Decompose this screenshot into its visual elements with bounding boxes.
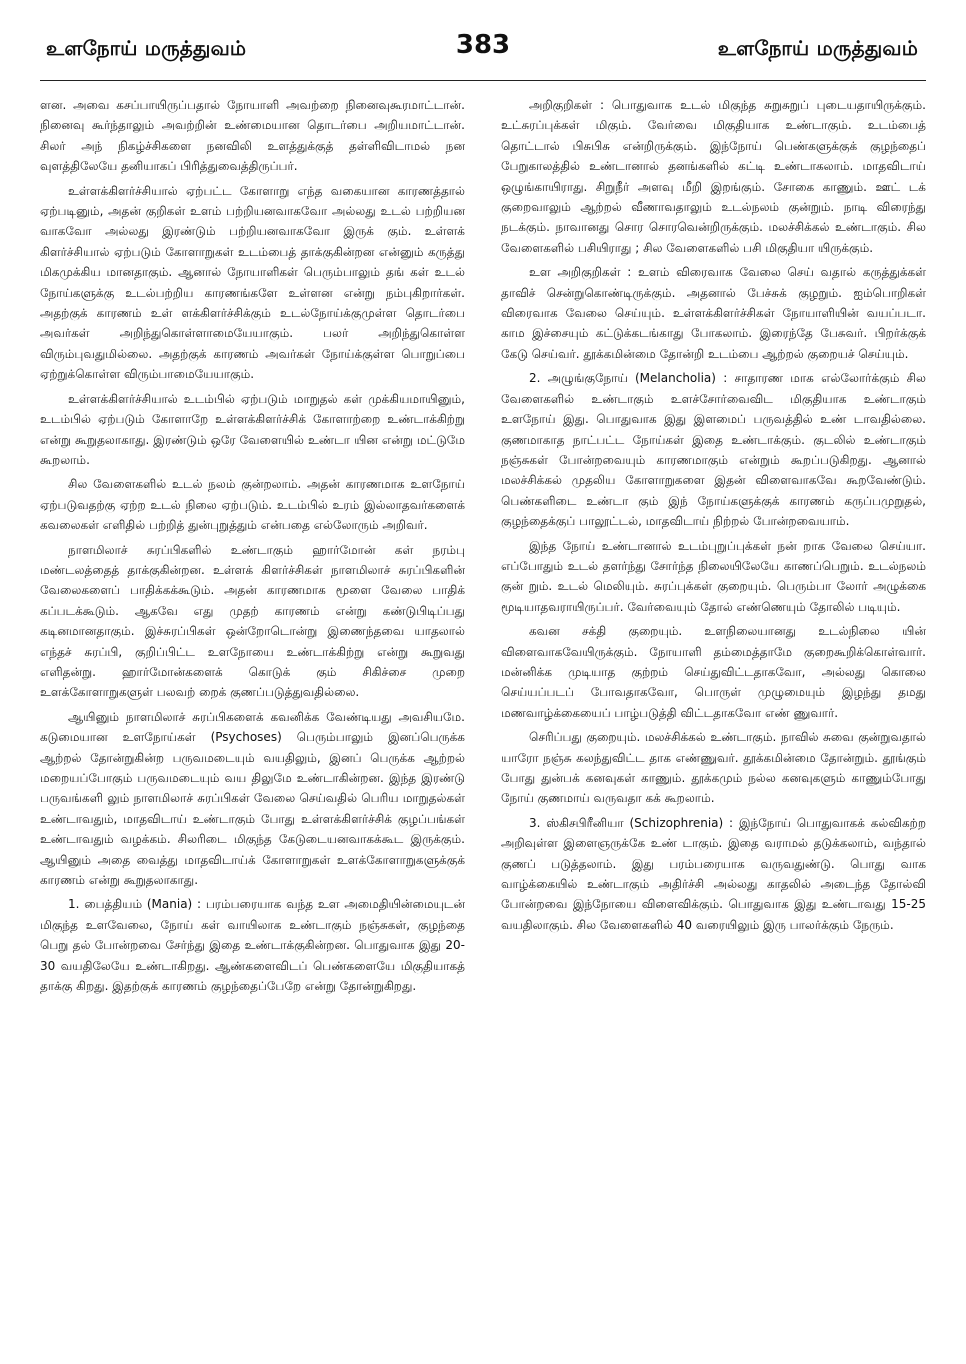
section-melancholia: 2. அழுங்குநோய் (Melancholia) : சாதாரண மாக எல்லோர்க்கும் சில வேளைகளில் உண்டாகும் உளச்சோர்வைவிட மிகுதியாக உண்டாகும் உளநோய் இது. பொதுவாக இது இளமைப் பருவத்தில் உண் டாவதில்லை. குணமாகாத நாட்பட்ட நோய்கள் இதை உண்டாக்கும். குடலில் உண்டாகும் நஞ்சுகள் போன்றவையும் காரணமாகும் என்றும் கூறப்படுகிறது. ஆனால் மலச்சிக்கல் முதலிய கோளாறுகளை இதன் விளைவாகவே கூறவேண்டும். பெண்களிடை உண்டா கும் இந் நோய்களுக்குக் காரணம் கருப்பமுறுதல், குழந்தைக்குப் பாலூட்டல், மாதவிடாய் நிற்றல் போன்றவையாம். xyxy=(501,371,926,529)
paragraph: கவன சக்தி குறையும். உளநிலையானது உடல்நிலை யின் விளைவாகவேயிருக்கும். நோயாளி தம்மைத்தாமே குறைகூறிக்கொள்வார். மன்னிக்க முடியாத குற்றம் செய்துவிட்டதாகவோ, அல்லது கொலை செய்யப்படப் போவதாகவோ, பொருள் முழுமையும் இழந்து தமது மணவாழ்க்கையைப் பாழ்படுத்தி விட்டதாகவோ எண் ணுவார். xyxy=(501,624,926,720)
paragraph: நாளமிலாச் சுரப்பிகளில் உண்டாகும் ஹார்மோன் கள் நரம்பு மண்டலத்தைத் தாக்குகின்றன. உள்ளக் கிளர்ச்சிகள் நாளமிலாச் சுரப்பிகளின் வேலைகளைப் பாதிக்கக்கூடும். அதன் காரணமாக மூளை வேலை பாதிக் கப்படக்கூடும். ஆகவே எது முதற் காரணம் என்று கண்டுபிடிப்பது கடினமானதாகும். இச்சுரப்பிகள் ஒன்றோடொன்று இணைந்தவை யாதலால் எந்தச் சுரப்பி, குறிப்பிட்ட உளநோயை உண்டாக்கிற்று என்று கூறுவது எளிதன்று. ஹார்மோன்களைக் கொடுக் கும் சிகிச்சை முறை உளக்கோளாறுகளுள் பலவற் றைக் குணப்படுத்துவதில்லை. xyxy=(40,542,465,700)
page-number: 383 xyxy=(455,30,511,60)
paragraph: சில வேளைகளில் உடல் நலம் குன்றலாம். அதன் காரணமாக உளநோய் ஏற்படுவதற்கு ஏற்ற உடல் நிலை ஏற்படும். உடம்பில் உரம் இல்லாதவர்களைக் கவலைகள் எளிதில் பற்றித் துன்புறுத்தும் என்பதை எல்லோரும் அறிவர். xyxy=(40,477,465,533)
section-schizophrenia: 3. ஸ்கிசபிரீனியா (Schizophrenia) : இந்நோய் பொதுவாகக் கல்விகற்ற அறிவுள்ள இளைஞருக்கே உண் டாகும். இதை வராமல் தடுக்கலாம், வந்தால் குணப் படுத்தலாம். இது பரம்பரையாக வருவதுண்டு. பொது வாக வாழ்க்கையில் உண்டாகும் அதிர்ச்சி அல்லது காதலில் அடைந்த தோல்வி போன்றவை இந்நோயை விளைவிக்கும். பொதுவாக இது உண்டாவது 15-25 வயதிலாகும். சில வேளைகளில் 40 வரையிலும் இரு பாலர்க்கும் நேரும். xyxy=(501,815,926,932)
paragraph: செரிப்பது குறையும். மலச்சிக்கல் உண்டாகும். நாவில் சுவை குன்றுவதால் யாரோ நஞ்சு கலந்துவிட்ட தாக எண்ணுவர். தூக்கமின்மை தோன்றும். தூங்கும் போது துன்பக் கனவுகள் காணும். தூக்கமும் நல்ல கனவுகளும் காணும்போது நோய் குணமாய் வருவதா கக் கூறலாம். xyxy=(501,730,926,806)
paragraph: உள்ளக்கிளர்ச்சியால் உடம்பில் ஏற்படும் மாறுதல் கள் முக்கியமாயினும், உடம்பில் ஏற்படும் கோளாறே உள்ளக்கிளர்ச்சிக் கோளாற்றை உண்டாக்கிற்று என்று கூறுதலாகாது. இரண்டும் ஒரே வேளையில் உண்டா யின என்று மட்டுமே கூறலாம். xyxy=(40,391,465,467)
two-column-body xyxy=(40,95,926,1000)
paragraph: அறிகுறிகள் : பொதுவாக உடல் மிகுந்த சுறுசுறுப் புடையதாயிருக்கும். உட்சுரப்புக்கள் மிகும். வேர்வை மிகுதியாக உண்டாகும். உடம்பைத் தொட்டால் பிசுபிசு என்றிருக்கும். இந்நோய் பெண்களுக்குக் குழந்தைப் பேறுகாலத்தில் உண்டானால் தனங்களில் கட்டி உண்டாகலாம். மாதவிடாய் ஒழுங்காயிராது. சிறுநீர் அளவு மீறி இறங்கும். சோகை காணும். ஊட் டக் குறைவாலும் ஆற்றல் வீணாவதாலும் உடல்நலம் குன்றும். நாடி விரைந்து நடக்கும். நாவானது சொர சொரவென்றிருக்கும். மலச்சிக்கல் உண்டாகும். சில வேளைகளில் பசியிராது ; சில வேளைகளில் பசி மிகுதியா யிருக்கும். xyxy=(501,98,926,255)
section-mania: 1. பைத்தியம் (Mania) : பரம்பரையாக வந்த உள அமைதியின்மையுடன் மிகுந்த உளவேலை, நோய் கள் வாயிலாக உண்டாகும் நஞ்சுகள், குழந்தை பெறு தல் போன்றவை சேர்ந்து இதை உண்டாக்குகின்றன. பொதுவாக இது 20-30 வயதிலேயே உண்டாகிறது. ஆண்களைவிடப் பெண்களையே மிகுதியாகத் தாக்கு கிறது. இதற்குக் காரணம் குழந்தைப்பேறே என்று தோன்றுகிறது. xyxy=(40,897,465,994)
page-header xyxy=(40,30,926,81)
running-title-left: உளநோய் மருத்துவம் xyxy=(46,36,247,60)
paragraph: ஆயினும் நாளமிலாச் சுரப்பிகளைக் கவனிக்க வேண்டியது அவசியமே. கடுமையான உளநோய்கள் (Psychoses) பெரும்பாலும் இனப்பெருக்க ஆற்றல் தோன்றுகின்ற பருவமடையும் வயதிலும், இனப் பெருக்க ஆற்றல் மறையப்போகும் பருவமடையும் வய திலுமே உண்டாகின்றன. இந்த இரண்டு பருவங்களி லும் நாளமிலாச் சுரப்பிகள் வேலை செய்வதில் பெரிய மாறுதல்கள் உண்டாவதும், மாதவிடாய் உண்டாகும் போது உள்ளக்கிளர்ச்சிக் குழப்பங்கள் உண்டாவதும் வழக்கம். சிலரிடை மிகுந்த கேடுடையனவாகக்கூட இருக்கும். ஆயினும் அதை வைத்து மாதவிடாய்க் கோளாறுகள் உளக்கோளாறுகளுக்குக் காரணம் என்று கூறுதலாகாது. xyxy=(40,709,465,888)
left-column xyxy=(40,95,465,1000)
right-column xyxy=(501,95,926,1000)
paragraph: உள அறிகுறிகள் : உளம் விரைவாக வேலை செய் வதால் கருத்துக்கள் தாவிச் சென்றுகொண்டிருக்கும். அதனால் பேச்சுக் குழறும். ஐம்பொறிகள் விரைவாக வேலை செய்யும். உள்ளக்கிளர்ச்சிகள் நோயாளியின் வயப்படா. காம இச்சையும் கட்டுக்கடங்காது போகலாம். இரைந்தே பேசுவர். பிறர்க்குக் கேடு செய்வர். தூக்கமின்மை தோன்றி உடம்பை ஆற்றல் குறையச் செய்யும். xyxy=(501,265,926,361)
paragraph: உள்ளக்கிளர்ச்சியால் ஏற்பட்ட கோளாறு எந்த வகையான காரணத்தால் ஏற்படினும், அதன் குறிகள் உளம் பற்றியனவாகவோ அல்லது உடல் பற்றியன வாகவோ அல்லது இரண்டும் பற்றியனவாகவோ இருக் கும். உள்ளக் கிளர்ச்சியால் ஏற்படும் கோளாறுகள் உடம்பைத் தாக்குகின்றன என்னும் கருத்து மிகமுக்கிய மானதாகும். ஆனால் நோயாளிகள் பெரும்பாலும் தங் கள் உடல் நோய்களுக்கு உடல்பற்றிய காரணங்களே உள்ளன என்று நம்புகிறார்கள். அதற்குக் காரணம் உள் ளக்கிளர்ச்சிக்கும் உடல்நோய்க்குமுள்ள தொடர்பை அவர்கள் அறிந்துகொள்ளாமையேயாகும். பலர் அறிந்துகொள்ள விரும்புவதுமில்லை. அதற்குக் காரணம் அவர்கள் நோய்க்குள்ள பொறுப்பை ஏற்றுக்கொள்ள விரும்பாமையேயாகும். xyxy=(40,183,465,382)
running-title-right: உளநோய் மருத்துவம் xyxy=(717,36,918,60)
paragraph: ளன. அவை கசப்பாயிருப்பதால் நோயாளி அவற்றை நினைவுகூரமாட்டான். நினைவு கூர்ந்தாலும் அவற்றின் உண்மையான தொடர்பை அறியமாட்டான். சிலர் அந் நிகழ்ச்சிகளை நனவிலி உளத்துக்குத் தள்ளிவிடாமல் நன வுளத்திலேயே தனியாகப் பிரித்துவைத்திருப்பர். xyxy=(40,98,465,174)
paragraph: இந்த நோய் உண்டானால் உடம்புறுப்புக்கள் நன் றாக வேலை செய்யா. எப்போதும் உடல் தளர்ந்து சோர்ந்த நிலையிலேயே காணப்பெறும். உடல்நலம் குன் றும். உடல் மெலியும். சுரப்புக்கள் குறையும். பெரும்பா லோர் அழுக்கை மூடியாதவராயிருப்பர். வேர்வையும் தோல் எண்ணெயும் தோலில் படியும். xyxy=(501,538,926,614)
